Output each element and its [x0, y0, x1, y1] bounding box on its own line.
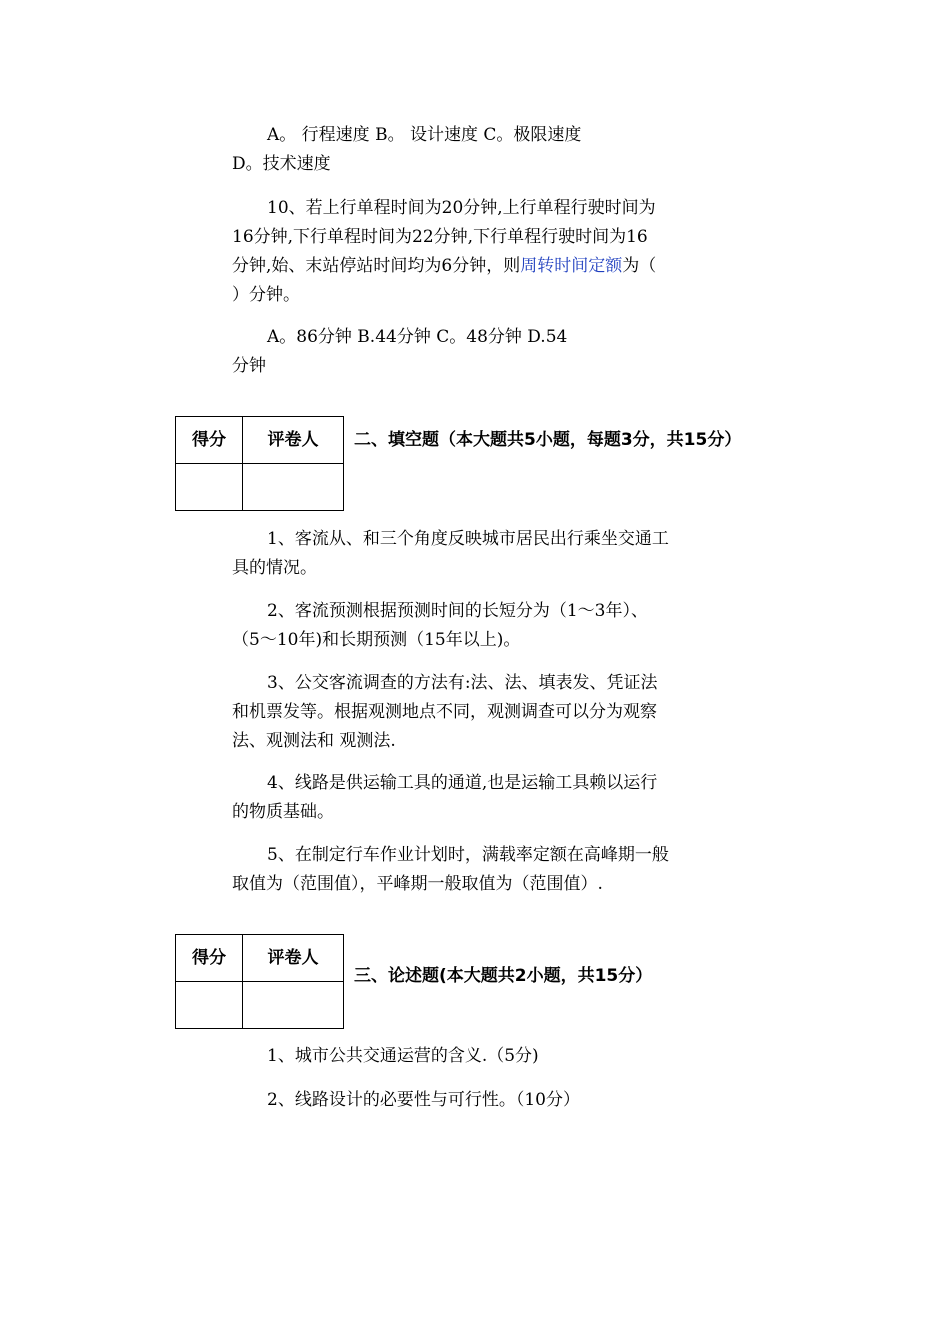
fill-blank-item-2-line-2: （5～10年)和长期预测（15年以上)。 [232, 630, 521, 650]
score-header: 得分 [192, 948, 226, 968]
grader-header: 评卷人 [267, 948, 319, 968]
grader-entry-cell[interactable] [243, 982, 344, 1029]
score-table-section-3 [175, 934, 344, 1029]
score-entry-cell[interactable] [176, 464, 243, 511]
q10-line-3-after: 为（ [622, 256, 657, 276]
q10-text [232, 194, 722, 310]
essay-item-1 [232, 1042, 722, 1071]
grader-header-cell [243, 935, 344, 982]
q9-options [232, 121, 722, 179]
q9-options-line-1: A。 行程速度 B。 设计速度 C。极限速度 [267, 125, 582, 145]
fill-blank-item-2 [232, 597, 722, 655]
q10-options-line-1: A。86分钟 B.44分钟 C。48分钟 D.54 [267, 327, 568, 347]
q10-line-3 [232, 252, 722, 281]
fill-blank-item-3 [232, 669, 722, 756]
section-2-title: 二、填空题（本大题共5小题，每题3分，共15分） [354, 430, 742, 450]
fill-blank-item-1 [232, 525, 722, 583]
fill-blank-item-5-line-2: 取值为（范围值），平峰期一般取值为（范围值）. [232, 874, 603, 894]
q10-line-2: 16分钟,下行单程时间为22分钟,下行单程行驶时间为16 [232, 227, 648, 247]
essay-item-2 [232, 1086, 722, 1115]
grader-header: 评卷人 [267, 430, 319, 450]
fill-blank-item-1-line-2: 具的情况。 [232, 558, 317, 578]
turnaround-time-quota-link[interactable]: 周转时间定额 [520, 256, 623, 276]
grader-header-cell [243, 417, 344, 464]
grader-entry-cell[interactable] [243, 464, 344, 511]
essay-item-1-text: 1、城市公共交通运营的含义.（5分) [267, 1046, 539, 1066]
q10-line-4: ）分钟。 [232, 285, 300, 305]
q10-options-line-2: 分钟 [232, 356, 266, 376]
fill-blank-item-3-line-1: 3、公交客流调查的方法有:法、法、填表发、凭证法 [267, 673, 658, 693]
score-table-section-2 [175, 416, 344, 511]
fill-blank-item-4-line-2: 的物质基础。 [232, 802, 334, 822]
fill-blank-item-5-line-1: 5、在制定行车作业计划时，满载率定额在高峰期一般 [267, 845, 669, 865]
q10-options [232, 323, 722, 381]
q10-line-3-before: 分钟,始、末站停站时间均为6分钟，则 [232, 256, 521, 276]
fill-blank-item-3-line-3: 法、观测法和 观测法. [232, 731, 396, 751]
q10-line-1: 10、若上行单程时间为20分钟,上行单程行驶时间为 [267, 198, 656, 218]
fill-blank-item-1-line-1: 1、客流从、和三个角度反映城市居民出行乘坐交通工 [267, 529, 669, 549]
score-header-cell [176, 417, 243, 464]
fill-blank-item-4-line-1: 4、线路是供运输工具的通道,也是运输工具赖以运行 [267, 773, 658, 793]
score-header: 得分 [192, 430, 226, 450]
fill-blank-item-3-line-2: 和机票发等。根据观测地点不同，观测调查可以分为观察 [232, 702, 657, 722]
q9-options-line-2: D。技术速度 [232, 154, 331, 174]
score-header-cell [176, 935, 243, 982]
fill-blank-item-2-line-1: 2、客流预测根据预测时间的长短分为（1～3年）、 [267, 601, 648, 621]
fill-blank-item-5 [232, 841, 722, 899]
section-3-title: 三、论述题(本大题共2小题，共15分） [354, 966, 653, 986]
fill-blank-item-4 [232, 769, 722, 827]
score-entry-cell[interactable] [176, 982, 243, 1029]
essay-item-2-text: 2、线路设计的必要性与可行性。（10分） [267, 1090, 580, 1110]
